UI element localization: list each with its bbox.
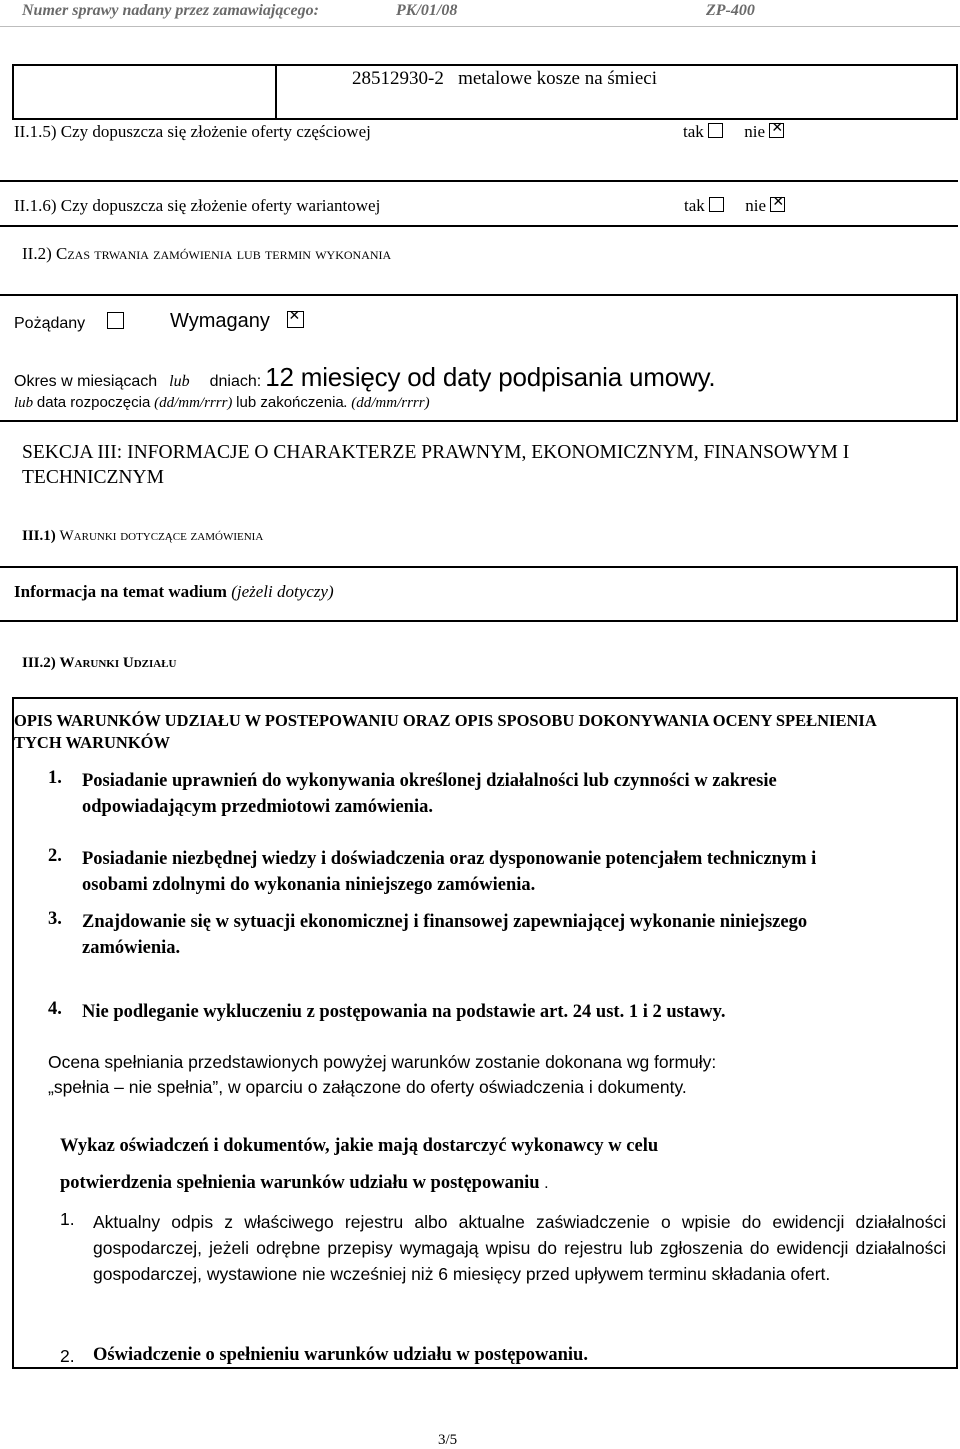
condition-1-number: 1. (48, 768, 62, 788)
variant-offers-yes-checkbox[interactable] (709, 197, 724, 212)
partial-offers-no-checkbox[interactable] (769, 123, 784, 138)
period-value: 12 miesięcy od daty podpisania umowy. (265, 362, 716, 392)
variant-offers-no-checkbox[interactable] (770, 197, 785, 212)
variant-offers-yes-label: tak (684, 196, 705, 215)
duration-heading-number: II.2) (22, 244, 56, 263)
period-or: lub (169, 373, 190, 390)
participation-heading-text: Warunki Udziału (59, 655, 177, 671)
conditions-heading-text: Warunki dotyczące zamówienia (59, 528, 264, 544)
participation-box-title: OPIS WARUNKÓW UDZIAŁU W POSTEPOWANIU ORAZ OPIS SPOSOBU DOKONYWANIA OCENY SPEŁNIENIA TYCH WARUNKÓW (14, 711, 876, 752)
cpv-code: 28512930-2 (352, 68, 444, 89)
condition-3-text: Znajdowanie się w sytuacji ekonomicznej i finansowej zapewniającej wykonanie niniejszego zamówienia. (82, 912, 808, 958)
cpv-description: metalowe kosze na śmieci (458, 68, 657, 89)
condition-2-text: Posiadanie niezbędnej wiedzy i doświadczenia oraz dysponowanie potencjałem technicznym i osobami zdolnymi do wykonania niniejszego zamówienia. (82, 849, 817, 895)
conditions-heading (22, 528, 263, 545)
desired-option (14, 312, 124, 333)
end-date-format: . (dd/mm/rrrr) (343, 395, 430, 411)
partial-offers-options (683, 122, 784, 142)
required-checkbox[interactable] (287, 311, 304, 328)
condition-2-number: 2. (48, 846, 62, 866)
cpv-table-divider (275, 64, 277, 120)
required-option (170, 310, 304, 333)
deposit-note: (jeżeli dotyczy) (231, 582, 334, 601)
assessment-text: Ocena spełniania przedstawionych powyżej warunków zostanie dokonana wg formuły: „spełnia – nie spełnia”, w oparciu o załączone do oferty oświadczenia i dokumenty. (48, 1052, 717, 1097)
documents-heading-line1: Wykaz oświadczeń i dokumentów, jakie mają dostarczyć wykonawcy w celu (60, 1136, 659, 1156)
documents-heading-line2 (60, 1173, 549, 1194)
duration-heading-text: Czas trwania zamówienia lub termin wykonania (55, 244, 392, 263)
case-number: PK/01/08 (396, 2, 458, 19)
desired-checkbox[interactable] (107, 312, 124, 329)
document-1-text: Aktualny odpis z właściwego rejestru albo aktualne zaświadczenie o wpisie do ewidencji działalności gospodarczej, jeżeli odrębne przepisy wymagają wpisu do rejestru lub zgłoszenia do ewidencji działalności gospodarczej, wystawione nie wcześniej niż 6 miesięcy przed upływem terminu składania ofert. (93, 1212, 946, 1284)
deposit-row (14, 582, 334, 602)
partial-offers-question: II.1.5) Czy dopuszcza się złożenie oferty częściowej (14, 122, 371, 141)
page-number: 3/5 (438, 1432, 458, 1448)
start-date-format: (dd/mm/rrrr) (154, 395, 233, 411)
required-label: Wymagany (170, 310, 270, 332)
form-code: ZP-400 (706, 2, 755, 19)
documents-heading-text: potwierdzenia spełnienia warunków udziału w postępowaniu (60, 1173, 540, 1193)
section3-title: SEKCJA III: INFORMACJE O CHARAKTERZE PRAWNYM, EKONOMICZNYM, FINANSOWYM I TECHNICZNYM (22, 442, 850, 488)
condition-4-text: Nie podleganie wykluczeniu z postępowania na podstawie art. 24 ust. 1 i 2 ustawy. (82, 1002, 726, 1022)
desired-label: Pożądany (14, 315, 86, 332)
document-1-number: 1. (60, 1209, 75, 1229)
days-label: dniach: (209, 373, 262, 390)
document-2-number: 2. (60, 1346, 75, 1366)
condition-1-text: Posiadanie uprawnień do wykonywania określonej działalności lub czynności w zakresie odpowiadającym przedmiotowi zamówienia. (82, 771, 777, 817)
start-date-label: data rozpoczęcia (36, 394, 151, 411)
variant-offers-question: II.1.6) Czy dopuszcza się złożenie oferty wariantowej (14, 196, 381, 215)
case-number-label: Numer sprawy nadany przez zamawiającego: (22, 2, 319, 19)
partial-offers-yes-checkbox[interactable] (708, 123, 723, 138)
conditions-heading-number: III.1) (22, 528, 60, 544)
dates-or: lub (14, 395, 34, 411)
period-label: Okres w miesiącach (14, 373, 158, 390)
document-2-text: Oświadczenie o spełnieniu warunków udziału w postępowaniu. (93, 1345, 588, 1365)
condition-3-number: 3. (48, 909, 62, 929)
header-divider (0, 26, 960, 27)
variant-offers-options (684, 196, 785, 216)
variant-offers-no-label: nie (745, 196, 767, 215)
duration-heading (22, 244, 391, 264)
period-row (14, 362, 715, 393)
partial-offers-yes-label: tak (683, 122, 704, 141)
participation-heading-number: III.2) (22, 655, 60, 671)
documents-heading-dot: . (544, 1175, 549, 1192)
partial-offers-no-label: nie (744, 122, 766, 141)
cpv-entry (352, 68, 657, 90)
dates-row (14, 394, 430, 412)
end-date-label: lub zakończenia (236, 394, 344, 411)
participation-heading (22, 655, 177, 672)
deposit-label: Informacja na temat wadium (14, 582, 227, 601)
condition-4-number: 4. (48, 999, 62, 1019)
